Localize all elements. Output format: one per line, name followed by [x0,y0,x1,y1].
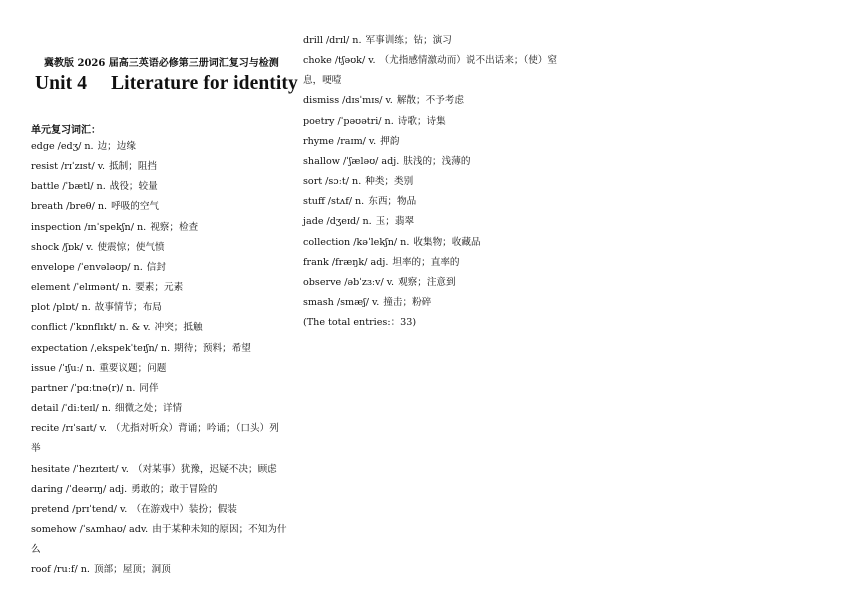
vocabulary-entry [31,419,287,459]
entry-phonetic: /ˈpəʊətri/ [337,115,382,127]
entry-word: plot [31,302,50,314]
entry-part-of-speech: n. [126,382,136,394]
entry-part-of-speech: adv. [129,523,149,535]
entry-meaning: 呼吸的空气 [111,201,160,213]
unit-title [35,73,298,95]
entry-word: envelope [31,261,75,273]
entry-phonetic: /kəˈlekʃn/ [353,236,398,248]
vocabulary-entry [303,233,573,253]
entry-meaning: （尤指对听众）背诵；吟诵；（口头）列举 [31,423,279,455]
entry-meaning: 边；边缘 [97,141,136,152]
vocabulary-entry [303,51,573,91]
entry-meaning: 解散；不予考虑 [396,95,464,107]
entry-phonetic: /plɒt/ [52,302,79,314]
entry-word: breath [31,201,64,213]
entry-phonetic: /ˈsʌmhaʊ/ [79,523,127,535]
entry-part-of-speech: n. [85,362,96,374]
entry-meaning: 坦率的；直率的 [392,256,460,268]
vocabulary-entry [31,560,287,580]
vocabulary-entry [31,298,287,318]
entry-meaning: 战役；较量 [109,181,158,193]
entry-word: observe [303,276,342,288]
entry-phonetic: /ˈɪʃuː/ [58,362,83,374]
entry-word: jade [303,216,324,228]
entry-phonetic: /ɪnˈspekʃn/ [84,221,134,233]
entry-part-of-speech: n. [96,181,106,193]
entry-word: detail [31,403,59,415]
entry-word: choke [303,55,332,67]
vocabulary-entry [303,132,573,152]
entry-word: poetry [303,115,335,127]
entry-phonetic: /ˈpɑːtnə(r)/ [70,382,124,394]
entry-word: drill [303,35,323,46]
section-label: 单元复习词汇： [31,125,101,136]
vocabulary-entry [303,212,573,232]
entry-word: conflict [31,322,68,334]
unit-label: Unit 4 [35,73,88,94]
entry-word: rhyme [303,135,334,147]
entry-phonetic: /drɪl/ [325,35,350,46]
entry-meaning: （在游戏中）装扮；假装 [131,503,237,515]
entry-part-of-speech: n. [384,115,394,127]
entry-meaning: 观察；注意到 [398,276,456,288]
vocabulary-entry [31,137,287,157]
vocabulary-entry [31,480,287,500]
entry-phonetic: /ˈhezɪteɪt/ [72,463,119,475]
entry-part-of-speech: n. [136,221,147,233]
vocabulary-entry [31,238,287,258]
entry-word: battle [31,181,60,193]
entry-word: smash [303,297,334,309]
entry-phonetic: /ˈenvələʊp/ [77,261,131,273]
entry-meaning: 种类；类别 [365,176,414,188]
entry-part-of-speech: v. [86,241,94,253]
entry-word: stuff [303,196,325,208]
entry-meaning: （尤指感情激动而）说不出话来；（使）窒息，哽噎 [303,55,558,87]
entry-phonetic: /ˈdeərɪŋ/ [65,483,107,495]
entry-phonetic: /rɪˈzɪst/ [61,161,95,173]
entry-word: resist [31,161,59,173]
entry-part-of-speech: v. [386,276,395,288]
entry-part-of-speech: n. [97,201,108,213]
entry-phonetic: /ˈelɪmənt/ [73,282,119,294]
vocabulary-entry [31,460,287,480]
vocabulary-entry [31,399,287,419]
entry-word: hesitate [31,463,70,475]
vocabulary-entry [31,177,287,197]
entry-phonetic: /ˈkɒnflɪkt/ [70,322,117,334]
entry-part-of-speech: adj. [370,256,389,268]
entry-word: collection [303,236,351,248]
entry-phonetic: /ˌekspekˈteɪʃn/ [90,342,158,354]
entry-word: shallow [303,155,340,167]
entry-phonetic: /ˈʃæləʊ/ [342,155,379,167]
vocabulary-entry [31,218,287,238]
entry-phonetic: /sɔːt/ [325,176,350,188]
vocabulary-entry [303,192,573,212]
entry-part-of-speech: v. [121,463,129,475]
entry-part-of-speech: n. & v. [119,322,151,334]
vocabulary-entry [303,253,573,273]
entry-meaning: 同伴 [139,382,159,394]
entry-phonetic: /smæʃ/ [336,297,369,309]
entry-phonetic: /ruːf/ [53,564,78,576]
entry-meaning: 收集物；收藏品 [413,236,481,248]
entry-meaning: 期待；预料；希望 [174,342,251,354]
entry-part-of-speech: adj. [381,155,400,167]
left-vocabulary-list [31,137,287,580]
entry-part-of-speech: n. [101,403,111,415]
entry-part-of-speech: v. [371,297,380,309]
entry-meaning: 诗歌；诗集 [397,115,446,127]
entry-part-of-speech: v. [120,503,128,515]
entry-word: dismiss [303,95,340,107]
entry-meaning: 军事训练；钻；演习 [365,35,452,46]
entry-meaning: 重要议题；问题 [99,362,167,374]
right-vocabulary-list [303,31,573,333]
vocabulary-entry [303,31,573,51]
entry-part-of-speech: n. [81,302,91,314]
entry-meaning: 顶部；屋顶；洞顶 [93,564,171,576]
entry-phonetic: /fræŋk/ [331,256,368,268]
entry-part-of-speech: v. [368,55,376,67]
entry-part-of-speech: n. [352,176,362,188]
entry-phonetic: /tʃəʊk/ [334,55,366,67]
vocabulary-entry [31,318,287,338]
entry-part-of-speech: v. [368,135,377,147]
entry-meaning: 抵制；阻挡 [109,161,158,173]
entry-part-of-speech: adj. [109,483,128,495]
entry-part-of-speech: n. [362,216,372,228]
entry-meaning: 冲突；抵触 [154,322,203,334]
entry-part-of-speech: v. [97,161,106,173]
vocabulary-entry [303,273,573,293]
vocabulary-entry [31,278,287,298]
entry-meaning: （对某事）犹豫，迟疑不决；顾虑 [132,463,277,475]
document-header: 冀教版 2026 届高三英语必修第三册词汇复习与检测 [44,58,279,69]
entry-phonetic: /stʌf/ [327,196,352,208]
vocabulary-entry [31,197,287,217]
entry-meaning: 由于某种未知的原因；不知为什么 [31,523,287,556]
entry-part-of-speech: v. [99,423,107,435]
vocabulary-entry [31,379,287,399]
entry-phonetic: /ʃɒk/ [62,241,84,253]
entry-word: element [31,282,71,294]
vocabulary-entry [31,500,287,520]
entry-phonetic: /rɪˈsaɪt/ [62,423,97,435]
entry-part-of-speech: v. [385,95,393,107]
entry-part-of-speech: n. [400,236,410,248]
entry-phonetic: /edʒ/ [57,141,82,152]
entry-word: roof [31,564,51,576]
entry-phonetic: /dɪsˈmɪs/ [342,95,383,107]
entry-word: daring [31,483,63,495]
entry-meaning: 勇敢的；敢于冒险的 [131,483,218,495]
entry-word: frank [303,256,329,268]
entry-part-of-speech: n. [84,141,94,152]
vocabulary-entry [303,112,573,132]
entry-meaning: 使震惊；使气愤 [97,241,165,253]
entry-word: expectation [31,342,88,354]
entry-meaning: 故事情节；布局 [94,302,162,314]
entry-word: partner [31,382,68,394]
vocabulary-entry [31,157,287,177]
entry-meaning: 视察；检查 [150,221,199,233]
vocabulary-entry [31,520,287,560]
entry-phonetic: /ˈdiːteɪl/ [61,403,99,415]
total-entries: (The total entries:：33) [303,317,417,329]
vocabulary-entry [31,258,287,278]
entry-part-of-speech: n. [355,196,365,208]
vocabulary-entry [31,339,287,359]
entry-meaning: 要素；元素 [135,282,184,294]
entry-word: pretend [31,503,70,515]
unit-name: Literature for identity [111,73,298,94]
vocabulary-entry [31,359,287,379]
entry-meaning: 东西；物品 [368,196,417,208]
vocabulary-entry [303,152,573,172]
entry-phonetic: /breθ/ [66,201,95,213]
entry-phonetic: /dʒeɪd/ [326,216,360,228]
entry-part-of-speech: n. [121,282,132,294]
entry-part-of-speech: n. [80,564,90,576]
entry-word: inspection [31,221,82,233]
entry-word: edge [31,141,55,152]
entry-meaning: 玉；翡翠 [375,216,415,228]
vocabulary-entry [303,293,573,313]
entry-meaning: 押韵 [380,135,400,147]
entry-phonetic: /əbˈzɜːv/ [344,276,384,288]
entry-part-of-speech: n. [160,342,171,354]
entry-meaning: 细微之处；详情 [114,403,183,415]
entry-part-of-speech: n. [133,261,143,273]
entry-word: issue [31,362,56,374]
entry-phonetic: /ˈbætl/ [62,181,94,193]
entry-word: somehow [31,523,77,535]
entry-part-of-speech: n. [352,35,362,46]
entry-meaning: 肤浅的；浅薄的 [403,155,471,167]
entry-word: shock [31,241,60,253]
entry-word: recite [31,423,60,435]
vocabulary-entry [303,91,573,111]
entry-meaning: 信封 [146,261,166,273]
entry-meaning: 撞击；粉碎 [383,297,432,309]
entry-word: sort [303,176,323,188]
entry-phonetic: /raɪm/ [336,135,366,147]
vocabulary-entry [303,172,573,192]
entry-phonetic: /prɪˈtend/ [72,503,118,515]
